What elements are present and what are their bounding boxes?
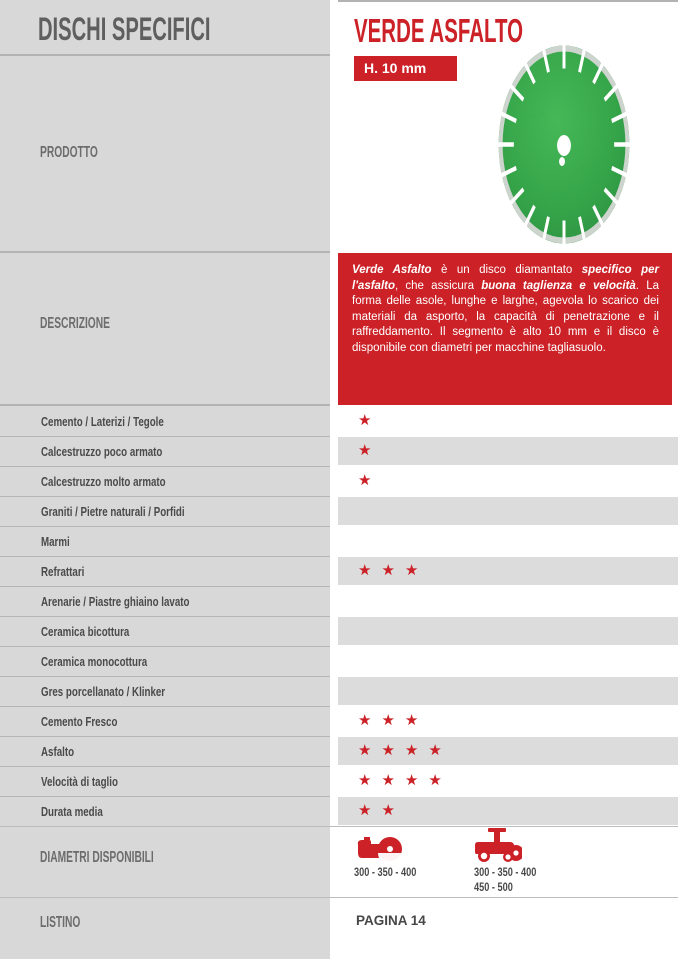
product-name: VERDE ASFALTO: [354, 12, 524, 49]
row-label-cell: [0, 797, 330, 827]
rating-stars: ★: [358, 442, 382, 459]
page-title: [38, 12, 312, 47]
description-plain: , che assicura: [395, 279, 482, 292]
row-label-cell: [0, 467, 330, 497]
row-label-cell: [0, 767, 330, 797]
row-label: Calcestruzzo poco armato: [41, 444, 163, 459]
description-emphasis: Verde Asfalto: [352, 264, 432, 276]
table-row: [0, 467, 678, 497]
caption-descrizione: DESCRIZIONE: [40, 315, 110, 332]
table-row: [0, 437, 678, 467]
table-row: [0, 617, 678, 647]
table-row: [0, 497, 678, 527]
floor-saw-icon: [472, 827, 522, 863]
table-row: [0, 647, 678, 677]
row-label: Marmi: [41, 534, 70, 549]
rating-stars: ★: [358, 472, 382, 489]
description-emphasis: specifico per l'asfalto: [352, 264, 659, 292]
table-row: [0, 557, 678, 587]
row-rating-cell: [338, 497, 678, 525]
disc-pin-hole: [559, 157, 565, 166]
page-title-text: DISCHI SPECIFICI: [38, 11, 211, 47]
caption-listino: LISTINO: [40, 914, 81, 931]
row-rating-cell: [338, 797, 678, 825]
row-label-cell: [0, 437, 330, 467]
divider: [0, 404, 330, 406]
table-row: [0, 707, 678, 737]
rating-stars: ★★★: [358, 562, 429, 579]
description-plain: . La forma delle asole, lunghe e larghe, agevola lo scarico dei materiali da asporto, la capacità di penetrazione e il raffreddamento. Il segmento è alto 10 mm e il disco è disponibile con diametri per macchine tagliasuolo.: [352, 279, 659, 354]
description-text: [352, 263, 659, 357]
segment-height-badge: H. 10 mm: [354, 56, 457, 81]
table-row: [0, 737, 678, 767]
power-cutter-icon: [356, 836, 404, 862]
table-row: [0, 587, 678, 617]
row-label: Refrattari: [41, 564, 85, 579]
table-row: [0, 767, 678, 797]
svg-text:··· ··: ··· ··: [577, 159, 592, 175]
divider: [0, 897, 678, 898]
table-row: [0, 527, 678, 557]
row-label-cell: [0, 587, 330, 617]
row-rating-cell: [338, 437, 678, 465]
row-label-cell: [0, 707, 330, 737]
row-label: Ceramica monocottura: [41, 654, 148, 669]
table-row: [0, 797, 678, 827]
row-label: Gres porcellanato / Klinker: [41, 684, 166, 699]
rating-stars: ★★: [358, 802, 405, 819]
row-label-cell: [0, 647, 330, 677]
row-rating-cell: [338, 557, 678, 585]
row-rating-cell: [338, 467, 678, 495]
row-rating-cell: [338, 707, 678, 735]
svg-text:···· ···: ···· ···: [531, 197, 549, 209]
row-label: Arenarie / Piastre ghiaino lavato: [41, 594, 190, 609]
product-disc-image: [498, 44, 630, 245]
row-label: Calcestruzzo molto armato: [41, 474, 166, 489]
caption-prodotto: PRODOTTO: [40, 144, 98, 161]
row-label-cell: [0, 677, 330, 707]
rating-stars: ★★★★: [358, 742, 452, 759]
description-plain: è un disco diamantato: [431, 264, 582, 276]
rating-stars: ★★★★: [358, 772, 452, 789]
row-rating-cell: [338, 647, 678, 675]
row-label: Graniti / Pietre naturali / Porfidi: [41, 504, 185, 519]
row-label: Cemento Fresco: [41, 714, 118, 729]
row-rating-cell: [338, 677, 678, 705]
divider: [0, 826, 678, 827]
row-label: Durata media: [41, 804, 103, 819]
row-rating-cell: [338, 527, 678, 555]
caption-diametri: DIAMETRI DISPONIBILI: [40, 849, 154, 866]
description-emphasis: buona taglienza e velocità: [481, 279, 636, 292]
table-row: [0, 677, 678, 707]
diameters-cutter: 300 - 350 - 400: [354, 867, 417, 879]
row-label-cell: [0, 737, 330, 767]
row-rating-cell: [338, 617, 678, 645]
row-label: Asfalto: [41, 744, 75, 759]
rating-stars: ★: [358, 412, 382, 429]
disc-arbor-hole: [557, 135, 571, 156]
diameters-floor-saw: 300 - 350 - 400 450 - 500: [474, 867, 537, 894]
table-row: [0, 407, 678, 437]
row-label-cell: [0, 557, 330, 587]
svg-text:··· ···: ··· ···: [528, 105, 546, 122]
row-rating-cell: [338, 407, 678, 435]
row-label-cell: [0, 497, 330, 527]
listino-page: PAGINA 14: [356, 913, 426, 928]
top-divider: [338, 0, 678, 2]
divider: [0, 251, 330, 253]
divider: [0, 54, 330, 56]
row-label-cell: [0, 617, 330, 647]
row-rating-cell: [338, 587, 678, 615]
row-label: Cemento / Laterizi / Tegole: [41, 414, 164, 429]
rating-stars: ★★★: [358, 712, 429, 729]
row-label-cell: [0, 527, 330, 557]
description-box: [338, 253, 672, 405]
row-label: Ceramica bicottura: [41, 624, 130, 639]
row-label: Velocità di taglio: [41, 774, 118, 789]
row-rating-cell: [338, 767, 678, 795]
row-label-cell: [0, 407, 330, 437]
row-rating-cell: [338, 737, 678, 765]
